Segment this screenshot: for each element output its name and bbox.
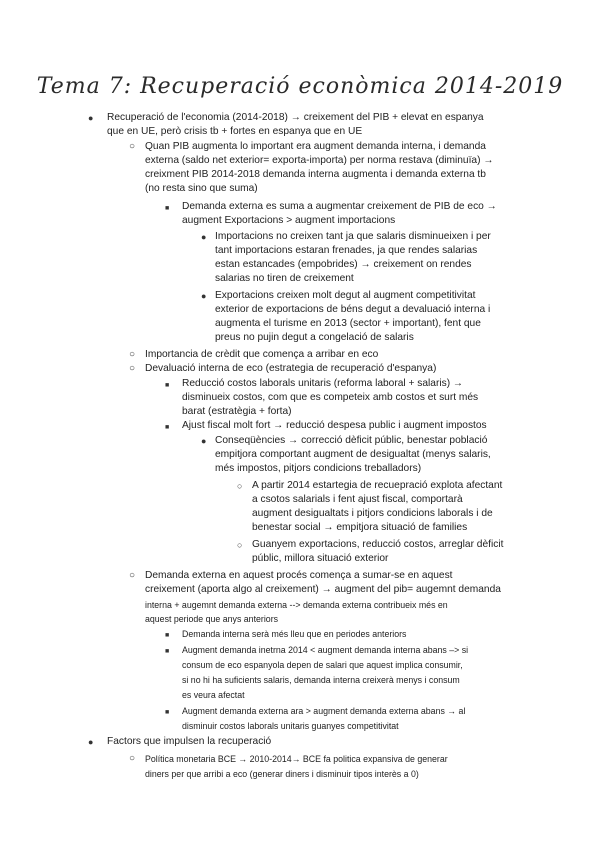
text-line: (no resta sino que suma) [145,183,258,194]
text-line: barat (estratègia + forta) [182,406,292,417]
text-line: creixment PIB 2014-2018 demanda interna augmenta i demanda externa tb [145,169,486,180]
bullet-hollow-circle: ○ [129,570,136,581]
text-line: Conseqüències → correcció dèficit públic, benestar població [215,435,488,446]
text-line: Importancia de crèdit que comença a arribar en eco [145,349,379,360]
text-line: Recuperació de l'economia (2014-2018) → creixement del PIB + elevat en espanya [107,112,484,123]
text-line: Política monetaria BCE → 2010-2014→ BCE fa politica expansiva de generar [145,754,448,764]
text-line: Demanda externa en aquest procés comença a sumar-se en aquest [145,570,453,581]
bullet-filled-circle: ● [88,113,94,123]
text-line: Augment demanda inetrna 2014 < augment demanda interna abans –> si [182,645,469,655]
bullet-square: ■ [165,648,170,655]
bullet-square: ■ [165,632,170,639]
text-line: Quan PIB augmenta lo important era augment demanda interna, i demanda [145,141,486,152]
bullet-hollow-circle: ○ [129,363,136,374]
text-line: interna + augemnt demanda externa --> demanda externa contribueix més en [145,600,448,610]
text-line: més impostos, pitjors condicions treballadors) [215,463,422,474]
text-line: Importacions no creixen tant ja que salaris disminueixen i per [215,231,491,242]
bullet-square: ■ [165,709,170,716]
text-line: externa (saldo net exterior= exporta-importa) per norma restava (diminuïa) → [145,155,494,166]
text-line: A partir 2014 estartegia de recuepració explota afectant [252,480,503,491]
bullet-filled-circle: ● [201,291,207,301]
text-line: a csotos salarials i fent ajust fiscal, comportarà [252,494,463,505]
text-line: diners per que arribi a eco (generar diners i disminuir tipos interès a 0) [145,769,419,779]
text-line: Ajust fiscal molt fort → reducció despesa public i augment impostos [182,420,487,431]
bullet-hollow-circle: ○ [129,349,136,360]
page-title: Tema 7: Recuperació econòmica 2014-2019 [36,74,564,99]
text-line: augmenta el turisme en 2013 (sector + important), fent que [215,318,481,329]
bullet-square: ■ [165,382,170,389]
text-line: Factors que impulsen la recuperació [107,736,272,747]
text-line: que en UE, però crisis tb + fortes en espanya que en UE [107,126,363,137]
text-line: Guanyem exportacions, reducció costos, arreglar dèficit [252,539,504,550]
text-line: estan estancades (empobrides) → creixement on rendes [215,259,472,270]
text-line: Exportacions creixen molt degut al augment competitivitat [215,290,476,301]
bullet-square: ■ [165,205,170,212]
bullet-filled-circle: ● [88,737,94,747]
bullet-hollow-circle: ○ [129,141,136,152]
text-line: consum de eco espanyola depen de salari que aquest implica consumir, [182,660,463,670]
text-line: augment Exportacions > augment importacions [182,215,396,226]
text-line: benestar social → empitjora situació de families [252,522,468,533]
text-line: salarias no tiren de creixement [215,273,354,284]
text-line: Reducció costos laborals unitaris (reforma laboral + salaris) → [182,378,464,389]
text-line: disminueix costos, com que es competeix amb costos et surt més [182,392,479,403]
text-line: tant importacions estaran frenades, ja que rendes salarias [215,245,478,256]
text-line: Demanda interna serà més lleu que en periodes anteriors [182,629,407,639]
text-line: Demanda externa es suma a augmentar creixement de PIB de eco → [182,201,497,212]
text-line: creixement (aporta algo al creixement) → augment del pib= augemnt demanda [145,584,501,595]
bullet-hollow-circle: ○ [129,753,136,764]
text-line: preus no pujin degut a congelació de salaris [215,332,414,343]
text-line: Devaluació interna de eco (estrategia de recuperació d'espanya) [145,363,437,374]
bullet-hollow-circle: ○ [237,481,243,491]
bullet-filled-circle: ● [201,436,207,446]
text-line: aquest periode que anys anteriors [145,614,279,624]
text-line: exterior de exportacions de béns degut a devaluació interna i [215,304,491,315]
text-line: Augment demanda externa ara > augment demanda externa abans → al [182,706,466,716]
bullet-hollow-circle: ○ [237,540,243,550]
bullet-filled-circle: ● [201,232,207,242]
text-line: públic, millora situació exterior [252,553,389,564]
text-line: es veura afectat [182,690,245,700]
text-line: si no hi ha suficients salaris, demanda interna creixerà menys i consum [182,675,460,685]
text-line: empitjora comportant augment de desigualtat (menys salaris, [215,449,491,460]
bullet-square: ■ [165,424,170,431]
text-line: disminuir costos laborals unitaris guanyes competitivitat [182,721,399,731]
text-line: augment desigualtats i pitjors condicions laborals i de [252,508,493,519]
